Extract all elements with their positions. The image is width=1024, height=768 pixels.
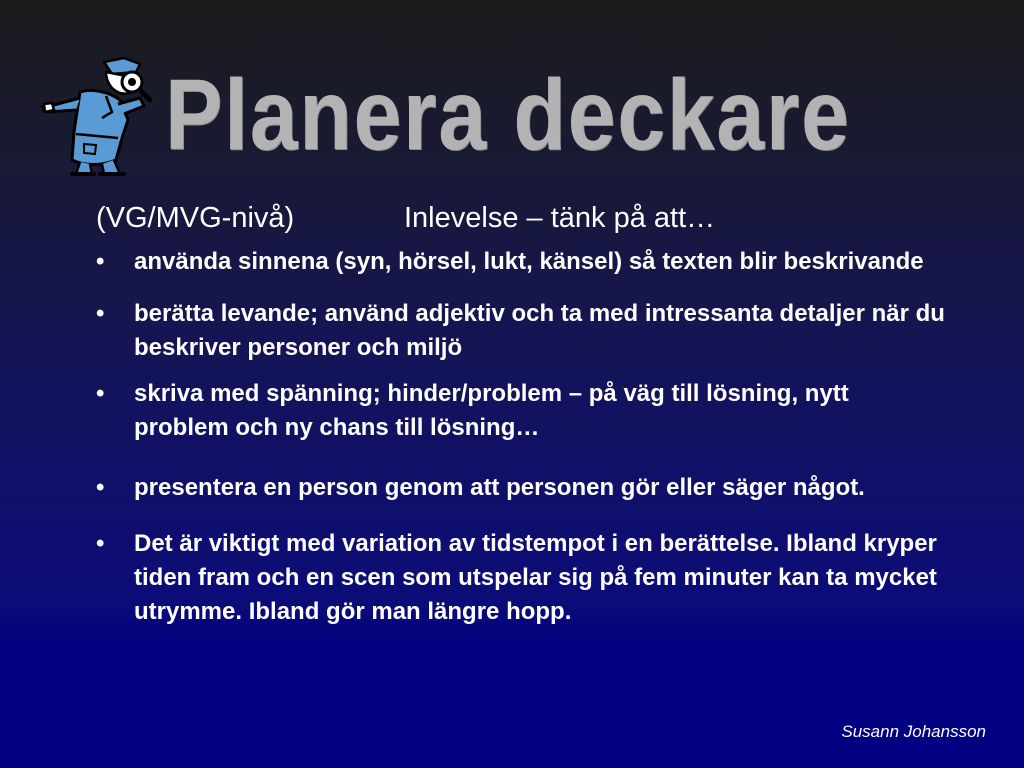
bullet-item [96,377,946,445]
author-credit: Susann Johansson [841,722,986,741]
detective-icon [32,48,162,178]
slide-title: Planera deckare [165,59,851,171]
level-label: (VG/MVG-nivå) [96,202,295,234]
bullet-glyph: • [96,530,105,557]
topic-label: Inlevelse – tänk på att… [404,202,716,234]
bullet-item [96,527,946,629]
bullet-item [96,297,946,365]
bullet-text: berätta levande; använd adjektiv och ta med intressanta detaljer när du beskriver personer och miljö [134,300,945,361]
bullet-text: använda sinnena (syn, hörsel, lukt, känsel) så texten blir beskrivande [134,248,924,275]
bullet-glyph: • [96,474,105,501]
bullet-text: Det är viktigt med variation av tidstempot i en berättelse. Ibland kryper tiden fram och en scen som utspelar sig på fem minuter kan ta mycket utrymme. Ibland gör man längre hopp. [134,530,937,625]
bullet-glyph: • [96,248,105,275]
bullet-text: skriva med spänning; hinder/problem – på väg till lösning, nytt problem och ny chans till lösning… [134,380,849,441]
bullet-glyph: • [96,300,105,327]
bullet-item [96,245,946,279]
bullet-list [96,245,946,629]
slide-subheading [96,199,715,237]
bullet-item [96,471,946,505]
bullet-glyph: • [96,380,105,407]
bullet-text: presentera en person genom att personen gör eller säger något. [134,474,865,501]
